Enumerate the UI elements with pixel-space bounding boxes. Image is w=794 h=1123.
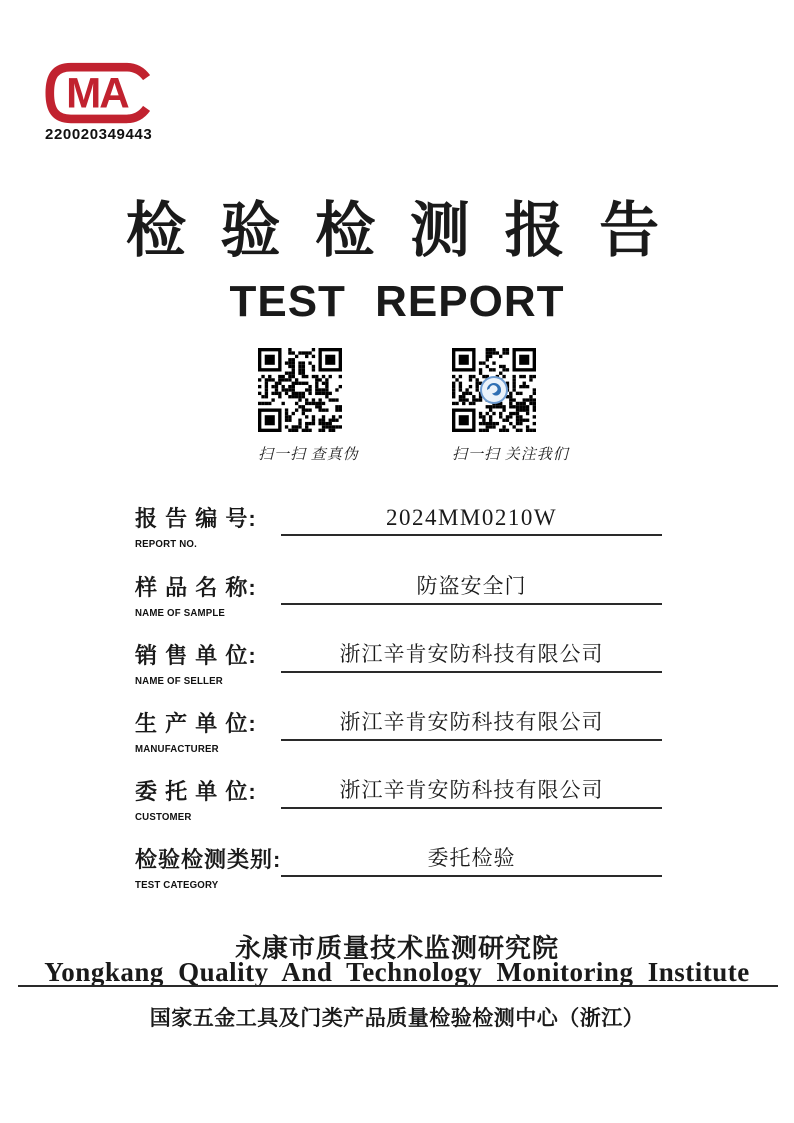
field-customer-label: 委 托 单 位: [135, 779, 257, 804]
field-test-category [135, 842, 662, 891]
cma-certificate-number: 220020349443 [45, 126, 153, 143]
field-seller-value: 浙江辛肯安防科技有限公司 [281, 638, 662, 673]
field-manufacturer-value: 浙江辛肯安防科技有限公司 [281, 706, 662, 741]
field-sample-name-label: 样 品 名 称: [135, 575, 257, 600]
qr-code-row [0, 348, 794, 464]
field-manufacturer-sublabel: MANUFACTURER [135, 743, 219, 755]
field-customer [135, 774, 662, 823]
field-sample-name-value: 防盗安全门 [281, 570, 662, 605]
field-customer-value: 浙江辛肯安防科技有限公司 [281, 774, 662, 809]
field-test-category-label: 检验检测类别: [135, 847, 282, 872]
institute-name-en: Yongkang Quality And Technology Monitoring Institute [44, 957, 750, 987]
field-report-no-sublabel: REPORT NO. [135, 538, 197, 550]
qr-code-follow-icon [452, 348, 536, 432]
field-test-category-sublabel: TEST CATEGORY [135, 879, 219, 891]
field-seller-label: 销 售 单 位: [135, 643, 257, 668]
institute-name-zh: 永康市质量技术监测研究院 [234, 934, 559, 963]
qr-code-verify-icon [258, 348, 342, 432]
cma-logo-icon [45, 62, 160, 124]
qr-follow-block [452, 348, 569, 464]
cma-letters: MA [66, 69, 128, 117]
field-manufacturer [135, 706, 662, 755]
field-sample-name-sublabel: NAME OF SAMPLE [135, 607, 226, 619]
field-sample-name [135, 570, 662, 619]
report-title-zh: 检 验 检 测 报 告 [125, 197, 669, 264]
footer-divider [18, 985, 778, 987]
field-manufacturer-label: 生 产 单 位: [135, 711, 257, 736]
field-report-no-value: 2024MM0210W [281, 505, 662, 536]
report-title-en: TEST REPORT [229, 277, 565, 326]
cma-certification-mark [45, 62, 165, 143]
field-report-no [135, 502, 662, 550]
field-seller-sublabel: NAME OF SELLER [135, 675, 223, 687]
qr-follow-caption: 扫一扫 关注我们 [452, 447, 569, 463]
field-customer-sublabel: CUSTOMER [135, 811, 192, 823]
national-center-name: 国家五金工具及门类产品质量检验检测中心（浙江） [149, 1006, 645, 1030]
qr-verify-caption: 扫一扫 查真伪 [258, 447, 359, 463]
field-test-category-value: 委托检验 [281, 842, 662, 877]
field-report-no-label: 报 告 编 号: [135, 506, 257, 531]
field-seller [135, 638, 662, 687]
qr-verify-block [258, 348, 359, 464]
